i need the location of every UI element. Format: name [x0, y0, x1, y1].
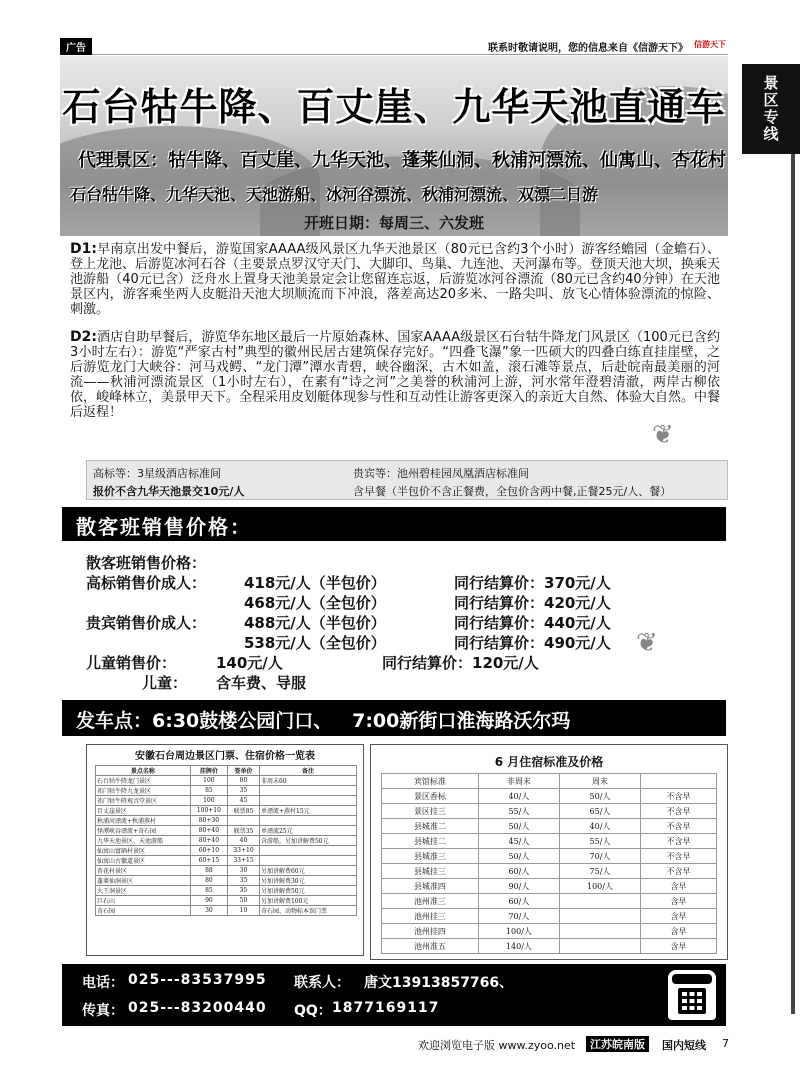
- lodging-cell: [559, 894, 640, 909]
- agent-scenic-list: 代理景区：牯牛降、百丈崖、九华天池、蓬莱仙洞、秋浦河漂流、仙寓山、杏花村: [78, 150, 726, 171]
- std-hotel: 高标等：3星级酒店标准间: [93, 467, 221, 480]
- child-price: 140元/人: [216, 654, 283, 672]
- ticket-cell: 联票85: [228, 806, 260, 816]
- std-price-half: 418元/人（半包价）: [244, 574, 386, 592]
- lodging-cell: 不含早: [641, 804, 717, 819]
- vip-price-full: 538元/人（全包价）: [244, 634, 386, 652]
- ticket-cell: 大王洞景区: [96, 886, 191, 896]
- ticket-cell: 九华天池景区、天池游船: [96, 836, 191, 846]
- vip-hotel: 贵宾等：池州碧桂园凤凰酒店标准间: [353, 467, 529, 480]
- lodging-cell: 不含早: [641, 864, 717, 879]
- ticket-cell: 50: [228, 896, 260, 906]
- ticket-cell: 35: [228, 886, 260, 896]
- ticket-cell: 10: [228, 906, 260, 916]
- price-heading: 散客班销售价格：: [86, 554, 207, 572]
- lodging-cell: 含早: [641, 939, 717, 954]
- ticket-cell: 另加讲解费100元: [259, 896, 356, 906]
- ad-tag: 广告: [60, 38, 92, 55]
- butterfly-icon: ❦: [636, 628, 658, 658]
- table-row: [96, 866, 357, 876]
- side-tab: 景区专线: [742, 64, 800, 154]
- lodging-header-cell: 非周末: [478, 774, 559, 789]
- ticket-cell: 奇石园、动物标本馆门票: [259, 906, 356, 916]
- lodging-cell: [559, 924, 640, 939]
- fax-number: 025---83200440: [128, 1000, 267, 1016]
- ticket-cell: [259, 786, 356, 796]
- lodging-cell: 100/人: [559, 879, 640, 894]
- qq-number: 1877169117: [332, 1000, 440, 1016]
- ticket-cell: 80: [228, 776, 260, 786]
- page-title: 石台牯牛降、百丈崖、九华天池直通车: [62, 85, 726, 129]
- table-row: [96, 806, 357, 816]
- lodging-cell: 县城准二: [382, 819, 479, 834]
- ticket-cell: 奇石园: [96, 906, 191, 916]
- lodging-cell: 45/人: [478, 834, 559, 849]
- table-row: [96, 826, 357, 836]
- lodging-cell: 60/人: [478, 864, 559, 879]
- ticket-cell: 88: [190, 866, 227, 876]
- ticket-cell: 35: [228, 876, 260, 886]
- ticket-header-cell: 签单价: [228, 766, 260, 776]
- contact-bar: [62, 964, 726, 1026]
- lodging-cell: 不含早: [641, 789, 717, 804]
- tel-number: 025---83537995: [128, 972, 267, 988]
- table-row: [96, 876, 357, 886]
- lodging-cell: 含早: [641, 909, 717, 924]
- table-row: [382, 834, 717, 849]
- ticket-cell: 80+40: [190, 826, 227, 836]
- lodging-cell: 不含早: [641, 819, 717, 834]
- lodging-cell: 县城准三: [382, 849, 479, 864]
- table-row: [96, 896, 357, 906]
- lodging-cell: 60/人: [478, 894, 559, 909]
- lodging-header-cell: 周末: [559, 774, 640, 789]
- ticket-cell: 百丈崖景区: [96, 806, 191, 816]
- top-bar: [60, 38, 728, 55]
- table-row: [96, 886, 357, 896]
- qq-label: QQ：: [294, 1003, 332, 1019]
- vip-settle-half: 同行结算价：440元/人: [454, 614, 611, 632]
- section-name: 国内短线: [662, 1039, 706, 1052]
- ticket-cell: 蓬莱仙洞景区: [96, 876, 191, 886]
- lodging-cell: 池州准五: [382, 939, 479, 954]
- brand-logo: 信游天下: [694, 40, 726, 49]
- lodging-header-cell: [641, 774, 717, 789]
- ticket-cell: 85: [190, 786, 227, 796]
- child-incl-label: 儿童：: [142, 674, 188, 692]
- table-row: [382, 939, 717, 954]
- std-note: 报价不含九华天池景交10元/人: [93, 485, 245, 498]
- day-text: 早南京出发中餐后，游览国家AAAA级风景区九华天池景区（80元已含约3个小时）游客经蟾园（金蟾石）、登上龙池、后游览冰河石谷（主要景点罗汉守天门、大脚印、鸟巢、九连池、天河瀑布等。登顶天池大坝，换乘天池游船（40元已含）泛舟水上置身天池美景定会让您留连忘返，后游览冰河谷漂流（80元已含约40分钟）在天池景区内，游客乘坐两人皮艇沿天池大坝顺流而下冲浪，落差高达20多米、一路尖叫、放飞心情体验漂流的惊险、刺激。: [70, 242, 721, 317]
- vip-price-half: 488元/人（半包价）: [244, 614, 386, 632]
- ticket-header-cell: 挂牌价: [190, 766, 227, 776]
- lodging-cell: 含早: [641, 894, 717, 909]
- lodging-cell: 55/人: [559, 834, 640, 849]
- ticket-cell: 80: [190, 876, 227, 886]
- ticket-cell: 100: [190, 776, 227, 786]
- table-row: [382, 894, 717, 909]
- ticket-table-title: 安徽石台周边景区门票、住宿价格一览表: [135, 751, 315, 762]
- ticket-table-box: [86, 744, 364, 956]
- lodging-cell: 75/人: [559, 864, 640, 879]
- table-row: [96, 816, 357, 826]
- table-row: [382, 789, 717, 804]
- ticket-cell: [259, 796, 356, 806]
- lodging-cell: 50/人: [478, 849, 559, 864]
- lodging-cell: 90/人: [478, 879, 559, 894]
- vip-settle-full: 同行结算价：490元/人: [454, 634, 611, 652]
- lodging-cell: 景区挂三: [382, 804, 479, 819]
- sale-price-bar: [62, 507, 726, 541]
- lodging-cell: 池州准三: [382, 894, 479, 909]
- table-row: [382, 804, 717, 819]
- ticket-cell: 单漂流25元: [259, 826, 356, 836]
- table-row: [96, 836, 357, 846]
- child-price-label: 儿童销售价：: [86, 654, 177, 672]
- source-note: 联系时敬请说明，您的信息来自《信游天下》: [488, 43, 688, 54]
- ticket-table: [95, 765, 357, 916]
- lodging-cell: 140/人: [478, 939, 559, 954]
- route-list: 石台牯牛降、九华天池、天池游船、冰河谷漂流、秋浦河漂流、双漂二日游: [70, 185, 599, 204]
- open-date: 开班日期：每周三、六发班: [303, 214, 484, 232]
- ticket-cell: [228, 816, 260, 826]
- ticket-cell: 100+10: [190, 806, 227, 816]
- ticket-cell: 怪潭峡谷漂流+奇石园: [96, 826, 191, 836]
- ticket-cell: 40: [228, 836, 260, 846]
- table-row: [96, 796, 357, 806]
- ticket-cell: 90: [190, 896, 227, 906]
- lodging-cell: 含早: [641, 879, 717, 894]
- itinerary-day2: [70, 330, 720, 420]
- table-row: [96, 776, 357, 786]
- ticket-cell: 联票35: [228, 826, 260, 836]
- lodging-cell: [559, 939, 640, 954]
- lodging-table: [381, 773, 717, 954]
- itinerary-day1: [70, 242, 720, 317]
- ticket-cell: 60+10: [190, 846, 227, 856]
- ticket-cell: 祁门牯牛降观音堂景区: [96, 796, 191, 806]
- ticket-cell: 非周末60: [259, 776, 356, 786]
- ticket-cell: 30: [190, 906, 227, 916]
- lodging-cell: 70/人: [478, 909, 559, 924]
- fax-label: 传真：: [82, 1003, 124, 1019]
- ticket-cell: 33+15: [228, 856, 260, 866]
- child-settle: 同行结算价：120元/人: [382, 654, 539, 672]
- ticket-cell: 另加讲解费30元: [259, 876, 356, 886]
- ticket-cell: 80+40: [190, 836, 227, 846]
- lodging-cell: 不含早: [641, 849, 717, 864]
- ticket-cell: 秋浦河漂流+秋浦燕村: [96, 816, 191, 826]
- std-price-full: 468元/人（全包价）: [244, 594, 386, 612]
- lodging-table-title: 6 月住宿标准及价格: [494, 755, 604, 769]
- ticket-cell: 单漂流+燕村15元: [259, 806, 356, 816]
- day-label: D1:: [70, 241, 97, 257]
- sale-price-title: 散客班销售价格：: [76, 515, 252, 539]
- ticket-cell: 石台牯牛降龙门景区: [96, 776, 191, 786]
- table-row: [382, 909, 717, 924]
- ticket-cell: 30: [228, 866, 260, 876]
- ticket-cell: 45: [228, 796, 260, 806]
- footer-text: 欢迎浏览电子版 www.zyoo.net: [418, 1039, 576, 1052]
- table-row: [96, 846, 357, 856]
- ticket-cell: 80+30: [190, 816, 227, 826]
- butterfly-icon: ❦: [652, 420, 674, 450]
- contact-label: 联系人：: [294, 975, 350, 991]
- ticket-cell: 100: [190, 796, 227, 806]
- table-row: [382, 849, 717, 864]
- lodging-cell: 100/人: [478, 924, 559, 939]
- ticket-cell: 另加讲解费60元: [259, 866, 356, 876]
- table-row: [96, 906, 357, 916]
- lodging-cell: 65/人: [559, 804, 640, 819]
- ticket-cell: 60+15: [190, 856, 227, 866]
- ticket-cell: 含游船，另加讲解费50元: [259, 836, 356, 846]
- ticket-cell: 仙寓山古徽道景区: [96, 856, 191, 866]
- lodging-cell: 县城挂三: [382, 864, 479, 879]
- day-label: D2:: [70, 329, 97, 345]
- ticket-cell: [259, 846, 356, 856]
- table-row: [96, 786, 357, 796]
- lodging-cell: 含早: [641, 924, 717, 939]
- edition-badge: 江苏皖南版: [586, 1036, 649, 1052]
- ticket-cell: 巨石山: [96, 896, 191, 906]
- day-text: 酒店自助早餐后，游览华东地区最后一片原始森林、国家AAAA级景区石台牯牛降龙门风景区（100元已含约3小时左右）：游览“严家古村”典型的徽州民居古建筑保存完好。“四叠飞瀑”象一匹硕大的四叠白练直挂崖壁，之后游览龙门大峡谷：河马戏鳄、“龙门潭”潭水青碧，峡谷幽深，古木如盖，滚石滩等景点，后赴皖南最美丽的河流——秋浦河漂流景区（1小时左右），在素有“诗之河”之美誉的秋浦河上游，河水常年澄碧清澈，两岸古柳依依，峻峰林立，美景甲天下。全程采用皮划艇体现参与性和互动性让游客更深入的亲近大自然、体验大自然。中餐后返程！: [70, 330, 721, 420]
- ticket-cell: 35: [228, 786, 260, 796]
- lodging-cell: [559, 909, 640, 924]
- std-price-label: 高标销售价成人：: [86, 574, 207, 592]
- ticket-cell: 85: [190, 886, 227, 896]
- table-row: [382, 879, 717, 894]
- lodging-cell: 景区香标: [382, 789, 479, 804]
- lodging-cell: 40/人: [559, 819, 640, 834]
- table-row: [382, 819, 717, 834]
- contact-name: 唐文13913857766、: [364, 975, 514, 991]
- vip-price-label: 贵宾销售价成人：: [86, 614, 207, 632]
- lodging-cell: 县城准四: [382, 879, 479, 894]
- child-incl: 含车费、导服: [216, 674, 307, 692]
- lodging-table-box: [370, 744, 728, 960]
- table-row: [96, 856, 357, 866]
- ticket-cell: 祁门牯牛降九龙景区: [96, 786, 191, 796]
- ticket-header-cell: 备注: [259, 766, 356, 776]
- lodging-header-row: [382, 774, 717, 789]
- telephone-icon: [668, 970, 716, 1020]
- table-row: [382, 864, 717, 879]
- departure-text: 发车点：6:30鼓楼公园门口、 7:00新街口淮海路沃尔玛: [76, 710, 571, 732]
- lodging-cell: 50/人: [478, 819, 559, 834]
- lodging-cell: 池州挂三: [382, 909, 479, 924]
- page-number: 7: [722, 1037, 729, 1050]
- ticket-cell: [259, 816, 356, 826]
- ticket-cell: 33+10: [228, 846, 260, 856]
- side-divider: [791, 154, 795, 1014]
- table-row: [382, 924, 717, 939]
- lodging-header-cell: 宾馆标准: [382, 774, 479, 789]
- ticket-header-cell: 景点名称: [96, 766, 191, 776]
- ticket-cell: 杏花村景区: [96, 866, 191, 876]
- ticket-cell: [259, 856, 356, 866]
- ticket-cell: 另加讲解费50元: [259, 886, 356, 896]
- hotel-standard-box: [86, 460, 728, 500]
- std-settle-half: 同行结算价：370元/人: [454, 574, 611, 592]
- departure-bar: [62, 700, 726, 736]
- lodging-cell: 70/人: [559, 849, 640, 864]
- lodging-cell: 50/人: [559, 789, 640, 804]
- lodging-cell: 不含早: [641, 834, 717, 849]
- std-settle-full: 同行结算价：420元/人: [454, 594, 611, 612]
- lodging-cell: 55/人: [478, 804, 559, 819]
- lodging-cell: 池州挂四: [382, 924, 479, 939]
- ticket-cell: 仙寓山富硒村景区: [96, 846, 191, 856]
- tel-label: 电话：: [82, 975, 124, 991]
- vip-note: 含早餐（半包价不含正餐费，全包价含两中餐,正餐25元/人、餐）: [353, 485, 672, 498]
- lodging-cell: 县城挂二: [382, 834, 479, 849]
- footer: [380, 1036, 730, 1052]
- lodging-cell: 40/人: [478, 789, 559, 804]
